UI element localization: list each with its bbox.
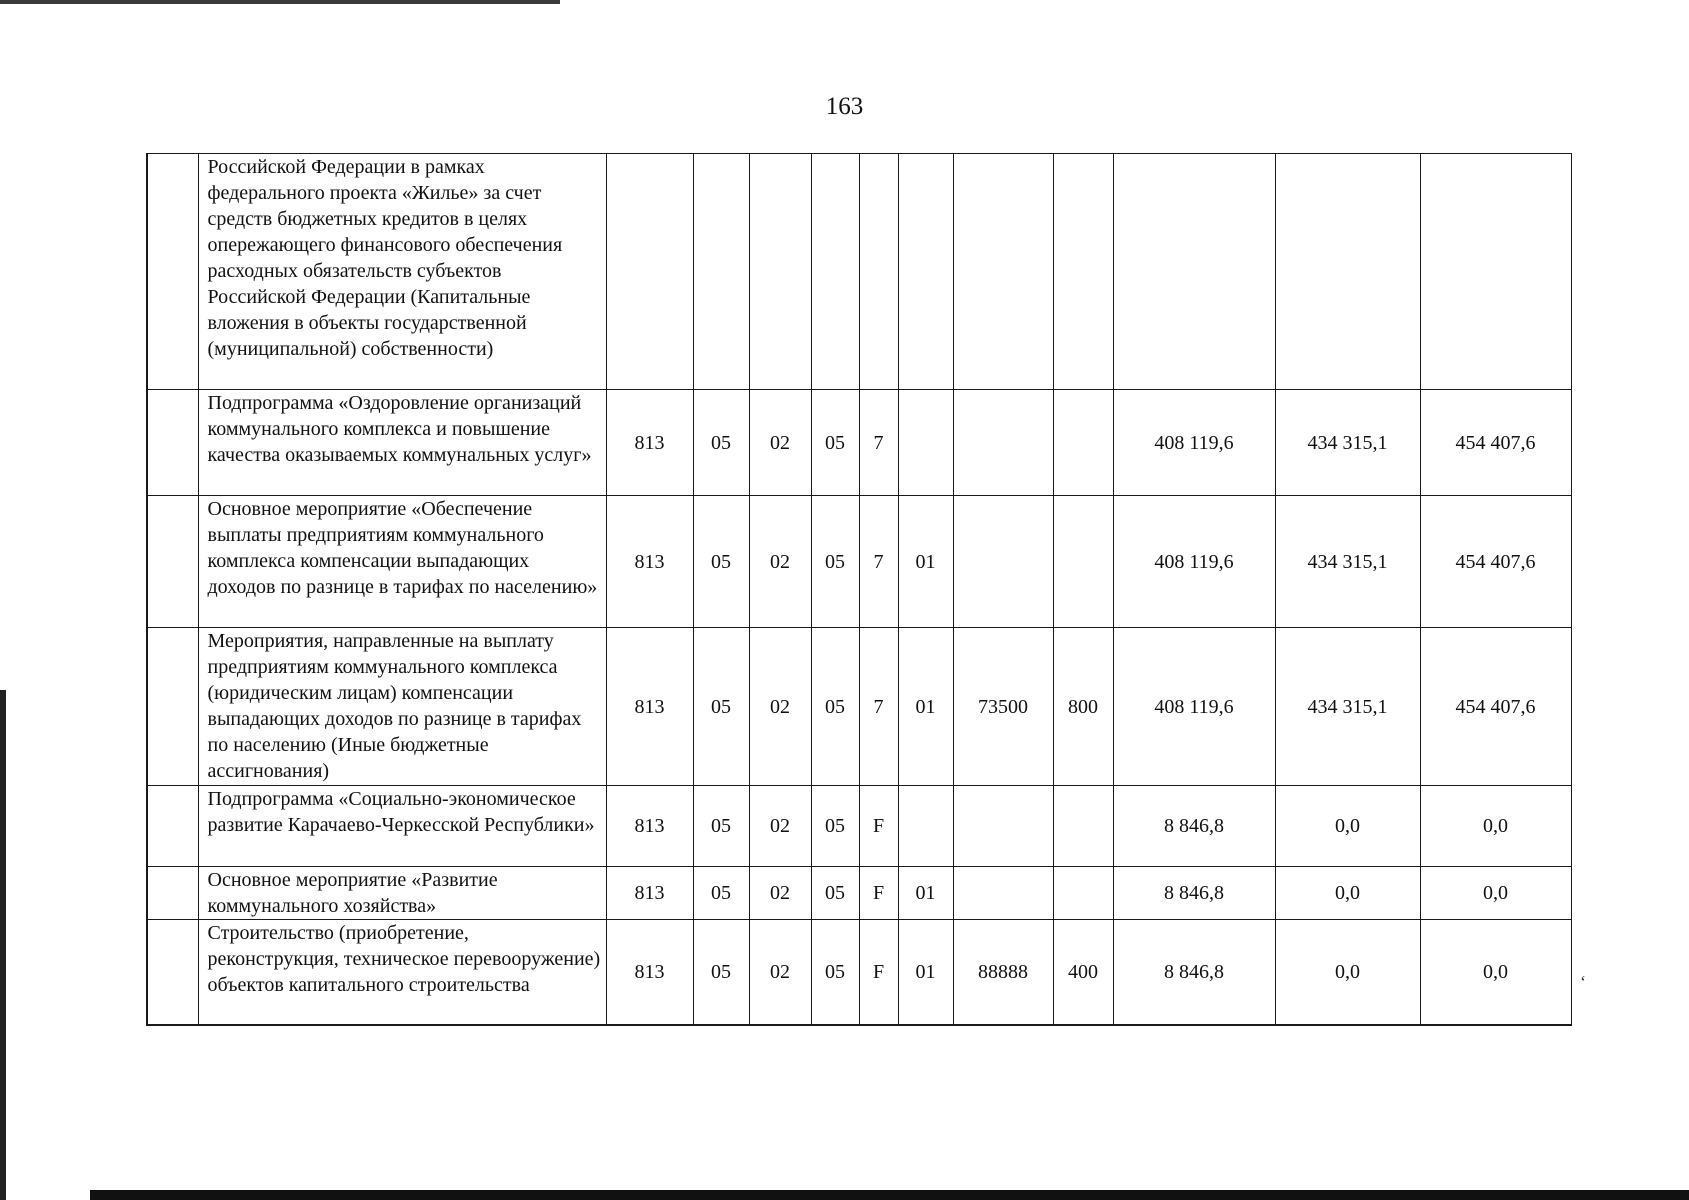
scan-edge-bottom — [90, 1190, 1689, 1200]
ministry-code: 813 — [606, 867, 693, 920]
subprogram-code: F — [859, 786, 898, 867]
amount-year-3 — [1420, 154, 1571, 390]
scan-edge-top — [0, 0, 560, 4]
expense-type-code — [1053, 154, 1113, 390]
program-code: 05 — [811, 786, 859, 867]
table-row — [147, 496, 1571, 628]
scan-speck: ʻ — [1580, 972, 1586, 992]
expense-type-code: 800 — [1053, 628, 1113, 786]
row-description: Мероприятия, направленные на выплату предприятиям коммунального комплекса (юридическим лицам) компенсации выпадающих доходов по разнице в тарифах по населению (Иные бюджетные ассигнования) — [198, 628, 606, 786]
amount-year-3: 0,0 — [1420, 786, 1571, 867]
program-code: 05 — [811, 496, 859, 628]
program-code: 05 — [811, 628, 859, 786]
direction-code — [953, 496, 1053, 628]
row-description: Основное мероприятие «Обеспечение выплаты предприятиям коммунального комплекса компенсации выпадающих доходов по разнице в тарифах по населению» — [198, 496, 606, 628]
event-code: 01 — [898, 628, 953, 786]
section-code: 05 — [693, 628, 749, 786]
program-code: 05 — [811, 920, 859, 1025]
direction-code: 88888 — [953, 920, 1053, 1025]
subprogram-code: 7 — [859, 628, 898, 786]
row-index-cell — [147, 786, 198, 867]
amount-year-1: 8 846,8 — [1113, 786, 1275, 867]
expense-type-code — [1053, 786, 1113, 867]
event-code — [898, 390, 953, 496]
table-row — [147, 867, 1571, 920]
expense-type-code: 400 — [1053, 920, 1113, 1025]
direction-code — [953, 786, 1053, 867]
subsection-code: 02 — [749, 628, 811, 786]
ministry-code: 813 — [606, 496, 693, 628]
scan-edge-left — [0, 690, 6, 1200]
section-code: 05 — [693, 786, 749, 867]
row-index-cell — [147, 154, 198, 390]
row-description: Основное мероприятие «Развитие коммунального хозяйства» — [198, 867, 606, 920]
table-row — [147, 786, 1571, 867]
row-index-cell — [147, 496, 198, 628]
table-row — [147, 154, 1571, 390]
event-code — [898, 786, 953, 867]
section-code: 05 — [693, 390, 749, 496]
row-description: Подпрограмма «Социально-экономическое развитие Карачаево-Черкесской Республики» — [198, 786, 606, 867]
subprogram-code: 7 — [859, 496, 898, 628]
amount-year-2: 434 315,1 — [1275, 496, 1420, 628]
ministry-code: 813 — [606, 390, 693, 496]
amount-year-1 — [1113, 154, 1275, 390]
page-number: 163 — [825, 93, 864, 120]
amount-year-1: 8 846,8 — [1113, 920, 1275, 1025]
amount-year-2: 0,0 — [1275, 867, 1420, 920]
event-code — [898, 154, 953, 390]
program-code: 05 — [811, 867, 859, 920]
ministry-code: 813 — [606, 628, 693, 786]
expense-type-code — [1053, 390, 1113, 496]
subsection-code: 02 — [749, 786, 811, 867]
event-code: 01 — [898, 867, 953, 920]
amount-year-1: 408 119,6 — [1113, 390, 1275, 496]
budget-table — [146, 153, 1572, 1026]
amount-year-2: 434 315,1 — [1275, 628, 1420, 786]
subsection-code: 02 — [749, 920, 811, 1025]
amount-year-1: 8 846,8 — [1113, 867, 1275, 920]
amount-year-3: 0,0 — [1420, 920, 1571, 1025]
expense-type-code — [1053, 867, 1113, 920]
amount-year-1: 408 119,6 — [1113, 628, 1275, 786]
section-code: 05 — [693, 496, 749, 628]
amount-year-2: 0,0 — [1275, 920, 1420, 1025]
subsection-code: 02 — [749, 867, 811, 920]
amount-year-3: 454 407,6 — [1420, 628, 1571, 786]
table-row — [147, 920, 1571, 1025]
section-code — [693, 154, 749, 390]
table-row — [147, 628, 1571, 786]
table-row — [147, 390, 1571, 496]
event-code: 01 — [898, 920, 953, 1025]
subsection-code: 02 — [749, 496, 811, 628]
ministry-code — [606, 154, 693, 390]
amount-year-3: 454 407,6 — [1420, 390, 1571, 496]
section-code: 05 — [693, 920, 749, 1025]
row-index-cell — [147, 867, 198, 920]
row-index-cell — [147, 628, 198, 786]
event-code: 01 — [898, 496, 953, 628]
program-code: 05 — [811, 390, 859, 496]
ministry-code: 813 — [606, 786, 693, 867]
subprogram-code: F — [859, 867, 898, 920]
amount-year-2: 434 315,1 — [1275, 390, 1420, 496]
amount-year-1: 408 119,6 — [1113, 496, 1275, 628]
subsection-code: 02 — [749, 390, 811, 496]
amount-year-2 — [1275, 154, 1420, 390]
amount-year-3: 454 407,6 — [1420, 496, 1571, 628]
direction-code — [953, 154, 1053, 390]
subprogram-code: 7 — [859, 390, 898, 496]
row-index-cell — [147, 390, 198, 496]
program-code — [811, 154, 859, 390]
subprogram-code — [859, 154, 898, 390]
direction-code — [953, 390, 1053, 496]
row-description: Подпрограмма «Оздоровление организаций коммунального комплекса и повышение качества оказываемых коммунальных услуг» — [198, 390, 606, 496]
row-index-cell — [147, 920, 198, 1025]
section-code: 05 — [693, 867, 749, 920]
ministry-code: 813 — [606, 920, 693, 1025]
row-description: Строительство (приобретение, реконструкция, техническое перевооружение) объектов капитального строительства — [198, 920, 606, 1025]
expense-type-code — [1053, 496, 1113, 628]
subsection-code — [749, 154, 811, 390]
direction-code: 73500 — [953, 628, 1053, 786]
amount-year-3: 0,0 — [1420, 867, 1571, 920]
direction-code — [953, 867, 1053, 920]
row-description: Российской Федерации в рамках федерального проекта «Жилье» за счет средств бюджетных кредитов в целях опережающего финансового обеспечения расходных обязательств субъектов Российской Федерации (Капитальные вложения в объекты государственной (муниципальной) собственности) — [198, 154, 606, 390]
subprogram-code: F — [859, 920, 898, 1025]
amount-year-2: 0,0 — [1275, 786, 1420, 867]
